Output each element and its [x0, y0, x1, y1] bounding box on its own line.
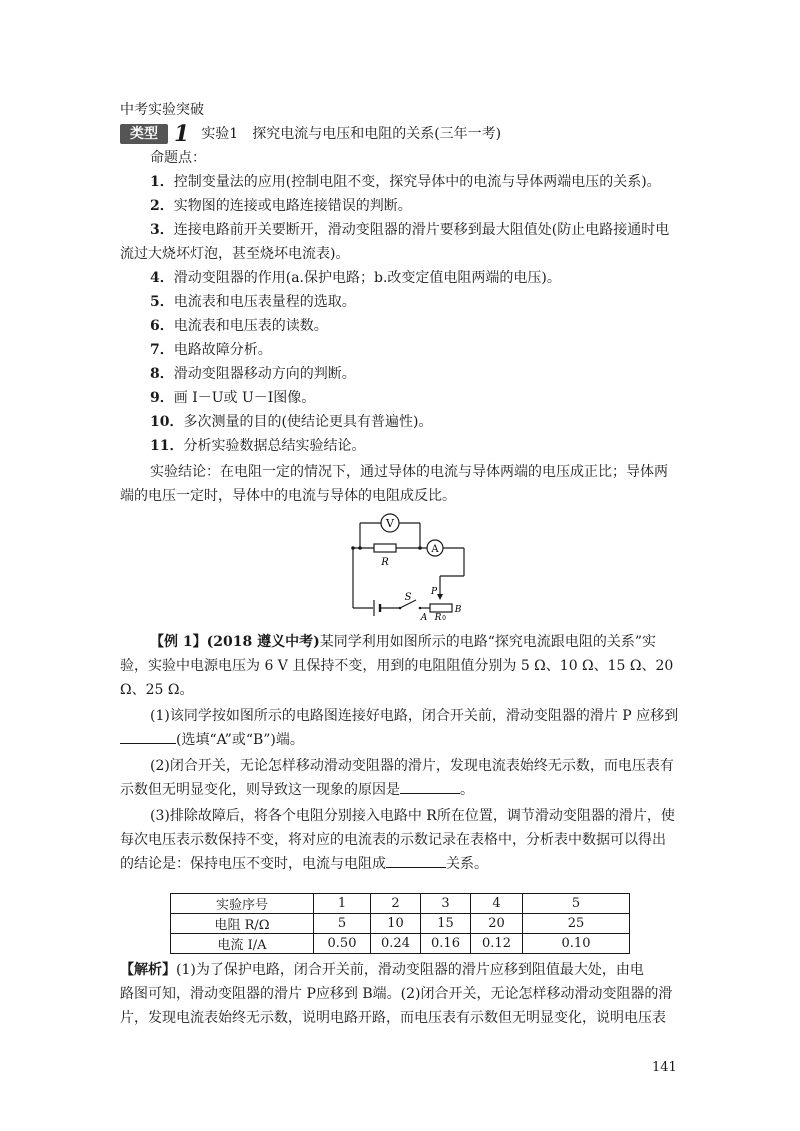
category-badge: 类型: [120, 124, 168, 144]
point-7: 7．电路故障分析。: [150, 342, 272, 358]
data-table: [170, 893, 630, 954]
rheostat-end-a: A: [420, 613, 428, 620]
point-9: 9．画 I－U或 U－I图像。: [150, 390, 316, 406]
ammeter-label: A: [431, 544, 439, 555]
category-number: 1: [174, 121, 190, 147]
analysis-line-2: 路图可知，滑动变阻器的滑片 P应移到 B端。(2)闭合开关，无论怎样移动滑动变阻器的滑: [120, 986, 673, 1002]
point-2: 2．实物图的连接或电路连接错误的判断。: [150, 198, 412, 214]
points-label: 命题点：: [150, 150, 206, 166]
point-3: 3．连接电路前开关要断开，滑动变阻器的滑片要移到最大阻值处(防止电路接通时电: [150, 222, 670, 238]
answer-blank-1[interactable]: [120, 743, 176, 744]
question-2-line-2: 示数但无明显变化，则导致这一现象的原因是 。: [120, 782, 474, 798]
question-3-line-2: 每次电压表示数保持不变，将对应的电流表的示数记录在表格中，分析表中数据可以得出: [120, 832, 666, 848]
conclusion-line-1: 实验结论：在电阻一定的情况下，通过导体的电流与导体两端的电压成正比；导体两: [150, 464, 668, 480]
example-line-3: Ω、25 Ω。: [120, 682, 194, 698]
category-title: 实验1 探究电流与电压和电阻的关系(三年一考): [201, 126, 502, 142]
table-header-row: 实验序号 1 2 3 4 5: [171, 894, 630, 914]
example-line-2: 验，实验中电源电压为 6 V 且保持不变，用到的电阻阻值分别为 5 Ω、10 Ω、15 Ω、20: [120, 658, 674, 674]
point-6: 6．电流表和电压表的读数。: [150, 318, 328, 334]
rheostat-end-b: B: [454, 605, 462, 615]
question-3-line-3: 的结论是：保持电压不变时，电流与电阻成 关系。: [120, 856, 488, 872]
question-3-line-1: (3)排除故障后，将各个电阻分别接入电路中 R所在位置，调节滑动变阻器的滑片，使: [150, 808, 675, 824]
analysis-line-1: 【解析】(1)为了保护电路，闭合开关前，滑动变阻器的滑片应移到阻值最大处，由电: [120, 962, 644, 978]
analysis-line-3: 片，发现电流表始终无示数，说明电路开路，而电压表有示数但无明显变化，说明电压表: [120, 1010, 666, 1026]
question-2-line-1: (2)闭合开关，无论怎样移动滑动变阻器的滑片，发现电流表始终无示数，而电压表有: [150, 758, 674, 774]
voltmeter-label: V: [386, 517, 394, 530]
section-heading: 中考实验突破: [120, 102, 204, 118]
rheostat-sub: 0: [442, 615, 446, 620]
conclusion-line-2: 端的电压一定时，导体中的电流与导体的电阻成反比。: [120, 488, 456, 504]
point-3-cont: 流过大烧坏灯泡，甚至烧坏电流表)。: [120, 246, 350, 262]
answer-blank-2[interactable]: [400, 793, 460, 794]
example-line-1: 【例 1】(2018 遵义中考)某同学利用如图所示的电路“探究电流跟电阻的关系”实: [150, 634, 657, 650]
switch-label: S: [404, 592, 412, 603]
question-1-line-2: (选填“A”或“B”)端。: [120, 730, 690, 750]
answer-blank-3[interactable]: [386, 867, 446, 868]
table-row: 电流 I/A 0.50 0.24 0.16 0.12 0.10: [171, 934, 630, 954]
circuit-diagram: [340, 508, 480, 620]
point-1: 1．控制变量法的应用(控制电阻不变，探究导体中的电流与导体两端电压的关系)。: [150, 174, 661, 190]
resistor-label: R: [381, 557, 389, 568]
point-5: 5．电流表和电压表量程的选取。: [150, 294, 356, 310]
slider-label: P: [430, 587, 438, 597]
category-heading: [120, 121, 690, 147]
question-1-line-1: (1)该同学按如图所示的电路图连接好电路，闭合开关前，滑动变阻器的滑片 P 应移到: [150, 708, 679, 724]
rheostat-label: R: [434, 613, 442, 620]
page-number: 141: [652, 1060, 677, 1075]
point-11: 11．分析实验数据总结实验结论。: [150, 438, 366, 454]
table-row: 电阻 R/Ω 5 10 15 20 25: [171, 914, 630, 934]
point-4: 4．滑动变阻器的作用(a.保护电路；b.改变定值电阻两端的电压)。: [150, 270, 561, 286]
point-8: 8．滑动变阻器移动方向的判断。: [150, 366, 356, 382]
point-10: 10．多次测量的目的(使结论更具有普遍性)。: [150, 414, 433, 430]
